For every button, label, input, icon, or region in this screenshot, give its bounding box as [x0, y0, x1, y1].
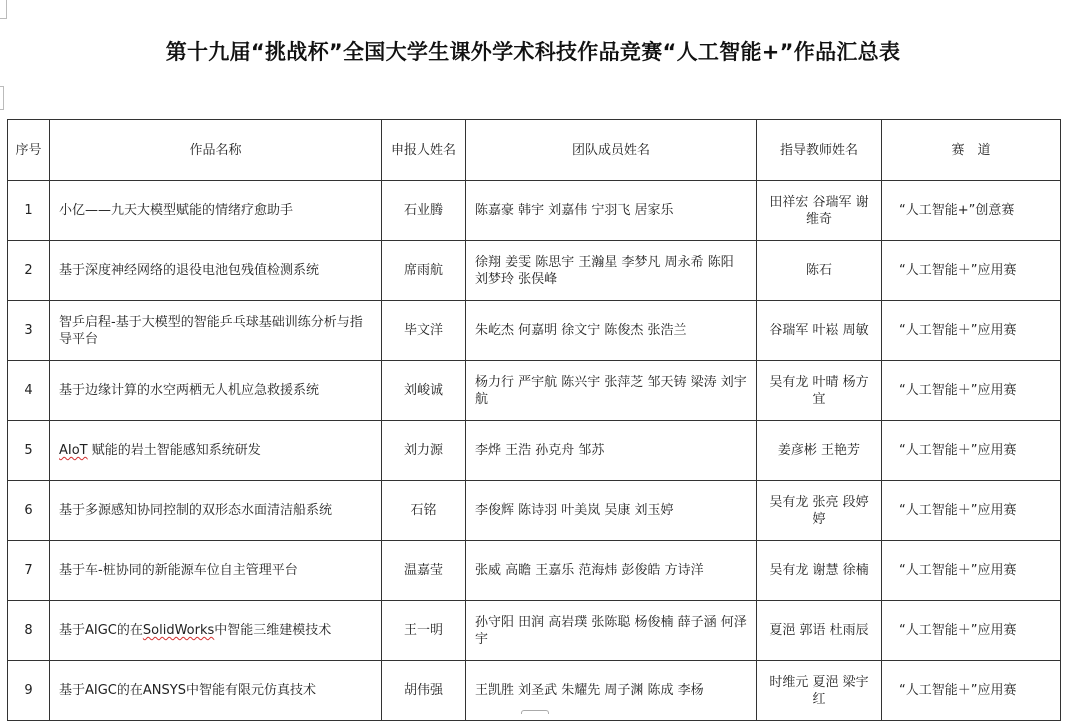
spellcheck-word: AIoT — [59, 443, 88, 458]
cell-advisors: 夏浥 郭语 杜雨辰 — [757, 601, 882, 661]
table-row — [8, 241, 1061, 301]
cell-applicant: 刘力源 — [382, 421, 466, 481]
cell-applicant: 温嘉莹 — [382, 541, 466, 601]
cell-track: “人工智能＋”应用赛 — [882, 541, 1061, 601]
cell-advisors: 姜彦彬 王艳芳 — [757, 421, 882, 481]
cell-no: 1 — [8, 181, 50, 241]
cell-applicant: 席雨航 — [382, 241, 466, 301]
page-corner-marker — [0, 0, 7, 19]
cell-no: 7 — [8, 541, 50, 601]
cell-applicant: 石铭 — [382, 481, 466, 541]
cell-no: 2 — [8, 241, 50, 301]
cell-team-members: 杨力行 严宇航 陈兴宇 张萍芝 邹天铸 梁涛 刘宇航 — [466, 361, 757, 421]
header-work-title: 作品名称 — [50, 120, 382, 181]
cell-advisors: 谷瑞军 叶崧 周敏 — [757, 301, 882, 361]
cell-work-title — [50, 601, 382, 661]
spellcheck-word: SolidWorks — [142, 623, 215, 638]
table-header-row — [8, 120, 1061, 181]
cell-track: “人工智能＋”应用赛 — [882, 421, 1061, 481]
cell-track: “人工智能＋”应用赛 — [882, 301, 1061, 361]
cell-advisors: 吴有龙 张亮 段婷婷 — [757, 481, 882, 541]
work-title-prefix: 基于AIGC的在 — [59, 623, 143, 638]
cell-advisors: 时维元 夏浥 梁宇红 — [757, 661, 882, 721]
works-summary-table — [7, 119, 1061, 721]
work-title-text: 中智能三维建模技术 — [214, 623, 332, 638]
scroll-handle[interactable] — [521, 710, 549, 714]
cell-no: 6 — [8, 481, 50, 541]
table-row — [8, 421, 1061, 481]
cell-team-members: 李烨 王浩 孙克舟 邹苏 — [466, 421, 757, 481]
cell-work-title: 基于多源感知协同控制的双形态水面清洁船系统 — [50, 481, 382, 541]
cell-no: 4 — [8, 361, 50, 421]
cell-work-title: 小亿——九天大模型赋能的情绪疗愈助手 — [50, 181, 382, 241]
table-row — [8, 541, 1061, 601]
cell-team-members: 张威 高瞻 王嘉乐 范海炜 彭俊皓 方诗洋 — [466, 541, 757, 601]
document-title: 第十九届“挑战杯”全国大学生课外学术科技作品竞赛“人工智能+”作品汇总表 — [165, 40, 901, 64]
header-team-members: 团队成员姓名 — [466, 120, 757, 181]
cell-advisors: 陈石 — [757, 241, 882, 301]
cell-no: 8 — [8, 601, 50, 661]
cell-team-members: 王凯胜 刘圣武 朱耀先 周子渊 陈成 李杨 — [466, 661, 757, 721]
cell-no: 5 — [8, 421, 50, 481]
header-track: 赛 道 — [882, 120, 1061, 181]
cell-team-members: 李俊辉 陈诗羽 叶美岚 吴康 刘玉婷 — [466, 481, 757, 541]
cell-no: 3 — [8, 301, 50, 361]
cell-track: “人工智能+”创意赛 — [882, 181, 1061, 241]
cell-work-title: 基于AIGC的在ANSYS中智能有限元仿真技术 — [50, 661, 382, 721]
cell-applicant: 王一明 — [382, 601, 466, 661]
cell-advisors: 吴有龙 谢慧 徐楠 — [757, 541, 882, 601]
cell-advisors: 田祥宏 谷瑞军 谢维奇 — [757, 181, 882, 241]
cell-work-title: 基于深度神经网络的退役电池包残值检测系统 — [50, 241, 382, 301]
cell-track: “人工智能＋”应用赛 — [882, 601, 1061, 661]
cell-applicant: 刘峻诚 — [382, 361, 466, 421]
margin-marker — [0, 86, 4, 110]
cell-applicant: 胡伟强 — [382, 661, 466, 721]
cell-team-members: 徐翔 姜雯 陈思宇 王瀚星 李梦凡 周永希 陈阳 刘梦玲 张俣峰 — [466, 241, 757, 301]
table-row — [8, 181, 1061, 241]
cell-team-members: 孙守阳 田润 高岩璞 张陈聪 杨俊楠 薛子涵 何泽宇 — [466, 601, 757, 661]
header-advisors: 指导教师姓名 — [757, 120, 882, 181]
cell-applicant: 石业腾 — [382, 181, 466, 241]
cell-work-title: 基于车-桩协同的新能源车位自主管理平台 — [50, 541, 382, 601]
cell-track: “人工智能＋”应用赛 — [882, 481, 1061, 541]
table-row — [8, 361, 1061, 421]
header-no: 序号 — [8, 120, 50, 181]
work-title-text: 赋能的岩土智能感知系统研发 — [87, 443, 261, 458]
cell-team-members: 陈嘉豪 韩宇 刘嘉伟 宁羽飞 居家乐 — [466, 181, 757, 241]
cell-track: “人工智能＋”应用赛 — [882, 241, 1061, 301]
cell-work-title — [50, 421, 382, 481]
cell-advisors: 吴有龙 叶晴 杨方宜 — [757, 361, 882, 421]
table-row — [8, 481, 1061, 541]
cell-work-title: 智乒启程-基于大模型的智能乒乓球基础训练分析与指导平台 — [50, 301, 382, 361]
header-applicant: 申报人姓名 — [382, 120, 466, 181]
cell-track: “人工智能＋”应用赛 — [882, 361, 1061, 421]
table-row — [8, 301, 1061, 361]
cell-no: 9 — [8, 661, 50, 721]
cell-work-title: 基于边缘计算的水空两栖无人机应急救援系统 — [50, 361, 382, 421]
cell-track: “人工智能＋”应用赛 — [882, 661, 1061, 721]
table-row — [8, 601, 1061, 661]
cell-team-members: 朱屹杰 何嘉明 徐文宁 陈俊杰 张浩兰 — [466, 301, 757, 361]
cell-applicant: 毕文洋 — [382, 301, 466, 361]
